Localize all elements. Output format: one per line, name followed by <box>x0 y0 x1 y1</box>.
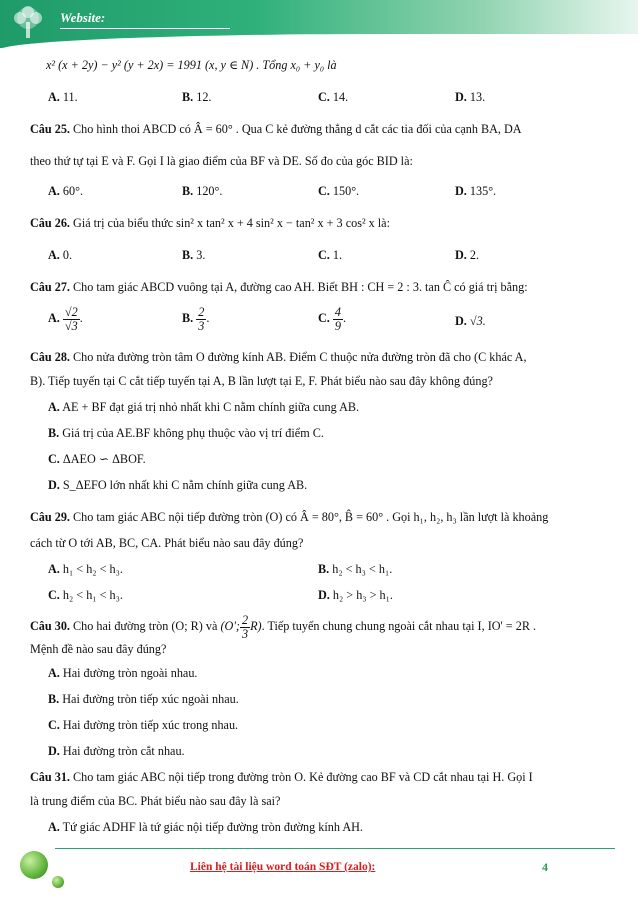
q28-option-a: A. AE + BF đạt giá trị nhỏ nhất khi C nằm chính giữa cung AB. <box>48 400 360 414</box>
q27-a-den: √3 <box>64 318 78 333</box>
q29-option-d: D. h₂ > h₃ > h₁. <box>318 588 393 602</box>
q27-text: Cho tam giác ABCD vuông tại A, đường cao AH. Biết BH : CH = 2 : 3. tan Ĉ có giá trị bằng: <box>69 280 528 294</box>
q30-option-c: C. Hai đường tròn tiếp xúc trong nhau. <box>48 718 239 732</box>
header-curve <box>0 34 638 50</box>
q30-line-2: Mệnh đề nào sau đây đúng? <box>30 642 167 656</box>
q24-equation: x² (x + 2y) − y² (y + 2x) = 1991 (x, y ∈ N) . Tổng x₀ + y₀ là <box>46 58 337 72</box>
q26-option-a: A. 0. <box>48 248 73 262</box>
q26-option-c: C. 1. <box>318 248 343 262</box>
q28-option-b: B. Giá trị của AE.BF không phụ thuộc vào vị trí điểm C. <box>48 426 324 440</box>
q30-option-d: D. Hai đường tròn cắt nhau. <box>48 744 185 758</box>
q27-line <box>30 280 528 295</box>
q29-option-c: C. h₂ < h₁ < h₃. <box>48 588 123 602</box>
q29-option-a: A. h₁ < h₂ < h₃. <box>48 562 123 576</box>
q30-frac-den: 3 <box>241 626 249 641</box>
q30-circle-prefix: (O'; <box>220 619 240 634</box>
q27-c-den: 9 <box>334 318 341 333</box>
q30-frac-num: 2 <box>241 613 249 627</box>
q28-text-1: Cho nửa đường tròn tâm O đường kính AB. Điểm C thuộc nửa đường tròn đã cho (C khác A, <box>69 350 527 364</box>
q30-option-b: B. Hai đường tròn tiếp xúc ngoài nhau. <box>48 692 239 706</box>
q27-option-d-value: √3. <box>469 314 486 328</box>
q25-text-1: Cho hình thoi ABCD có Â = 60° . Qua C kẻ đường thẳng d cắt các tia đối của cạnh BA, DA <box>69 122 522 136</box>
q29-line-2: cách từ O tới AB, BC, CA. Phát biểu nào sau đây đúng? <box>30 536 304 550</box>
q27-option-c-fraction <box>333 306 343 333</box>
q26-label: Câu 26. <box>30 216 70 230</box>
q27-option-a: A. $\frac{√2}{√3}$ . <box>48 305 83 333</box>
tree-logo-icon <box>6 4 50 44</box>
q29-line-1 <box>30 510 548 525</box>
q27-option-c-label: C. <box>318 311 330 326</box>
q27-option-a-label: A. <box>48 311 60 326</box>
q27-option-c: C. $\frac{4}{9}$ . <box>318 305 347 333</box>
q31-label: Câu 31. <box>30 770 70 784</box>
green-ball-icon <box>20 851 48 879</box>
q25-option-b: B. 120°. <box>182 184 223 198</box>
footer-contact: Liên hệ tài liệu word toán SĐT (zalo): <box>190 861 376 873</box>
q25-label: Câu 25. <box>30 122 70 136</box>
q26-text: Giá trị của biểu thức sin² x tan² x + 4 sin² x − tan² x + 3 cos² x là: <box>69 216 390 230</box>
q30-text-post: . Tiếp tuyến chung chung ngoài cắt nhau tại I, IO' = 2R . <box>261 619 537 634</box>
q28-option-d: D. S_ΔEFO lớn nhất khi C nằm chính giữa cung AB. <box>48 478 308 492</box>
footer-divider <box>55 848 615 849</box>
q27-option-b-fraction <box>196 306 206 333</box>
q31-line-1 <box>30 770 533 785</box>
q27-b-num: 2 <box>198 305 205 319</box>
q27-b-den: 3 <box>198 318 205 333</box>
q28-line-1 <box>30 350 527 365</box>
q30-fraction <box>240 614 250 641</box>
q25-line-2: theo thứ tự tại E và F. Gọi I là giao điểm của BF và DE. Số đo của góc BID là: <box>30 154 413 168</box>
q27-option-b-label: B. <box>182 311 194 326</box>
q27-option-d <box>455 314 486 329</box>
website-underline <box>60 28 230 29</box>
page-number: 4 <box>542 860 548 874</box>
q27-option-d-label: D. <box>455 314 467 328</box>
q25-option-a: A. 60°. <box>48 184 84 198</box>
q28-label: Câu 28. <box>30 350 70 364</box>
q27-option-b: B. $\frac{2}{3}$ . <box>182 305 210 333</box>
q27-option-a-fraction <box>63 306 80 333</box>
q29-text-1: Cho tam giác ABC nội tiếp đường tròn (O) có Â = 80°, B̂ = 60° . Gọi h₁, h₂, h₃ lần lượt là khoảng <box>69 510 549 524</box>
q26-line <box>30 216 390 231</box>
q24-option-a: A. 11. <box>48 90 78 104</box>
q26-option-b: B. 3. <box>182 248 206 262</box>
website-label: Website: <box>60 10 106 25</box>
q27-a-num: √2 <box>64 305 78 319</box>
q25-option-d: D. 135°. <box>455 184 497 198</box>
q24-option-b: B. 12. <box>182 90 212 104</box>
q29-label: Câu 29. <box>30 510 70 524</box>
small-green-ball-icon <box>52 876 64 888</box>
q28-line-2: B). Tiếp tuyến tại C cắt tiếp tuyến tại A, B lần lượt tại E, F. Phát biểu nào sau đây không đúng? <box>30 374 493 388</box>
q24-option-c: C. 14. <box>318 90 349 104</box>
q31-option-a: A. Tứ giác ADHF là tứ giác nội tiếp đường tròn đường kính AH. <box>48 820 363 834</box>
q31-line-2: là trung điểm của BC. Phát biểu nào sau đây là sai? <box>30 794 281 808</box>
q26-option-d: D. 2. <box>455 248 480 262</box>
q31-text-1: Cho tam giác ABC nội tiếp trong đường tròn O. Kẻ đường cao BF và CD cắt nhau tại H. Gọi I <box>69 770 533 784</box>
q28-option-c: C. ΔAEO ∽ ΔBOF. <box>48 452 146 466</box>
q25-line-1 <box>30 122 522 137</box>
q30-line-1 <box>30 614 536 641</box>
q30-text-pre: Cho hai đường tròn (O; R) và <box>69 619 221 634</box>
q25-option-c: C. 150°. <box>318 184 360 198</box>
q30-label: Câu 30. <box>30 619 70 634</box>
q24-option-d: D. 13. <box>455 90 486 104</box>
q30-circle-suffix: R) <box>250 619 262 634</box>
q29-option-b: B. h₂ < h₃ < h₁. <box>318 562 393 576</box>
q27-c-num: 4 <box>334 305 341 319</box>
q27-label: Câu 27. <box>30 280 70 294</box>
q30-option-a: A. Hai đường tròn ngoài nhau. <box>48 666 198 680</box>
page-header <box>0 0 638 48</box>
